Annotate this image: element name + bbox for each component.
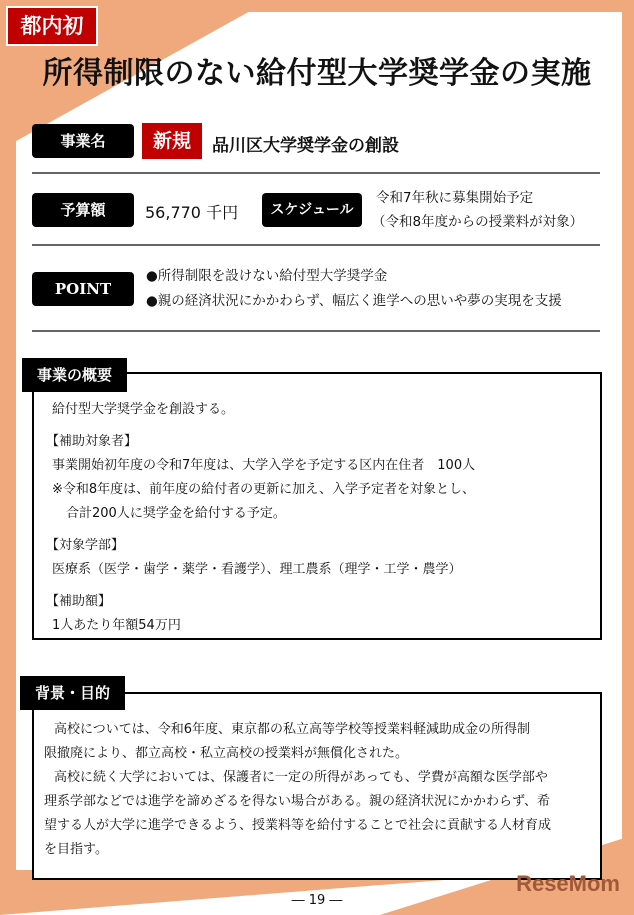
budget-label: 予算額 [32,193,134,227]
resemom-logo: ReseMom [516,871,620,896]
overview-heading: 【補助額】 [46,594,112,609]
overview-heading: 【対象学部】 [46,538,125,553]
project-name: 品川区大学奨学金の創設 [212,136,399,156]
background-box [32,692,602,880]
overview-box [32,372,602,640]
background-line: 高校については、令和6年度、東京都の私立高等学校等授業料軽減助成金の所得制 [54,722,531,737]
background-line: 高校に続く大学においては、保護者に一定の所得があっても、学費が高額な医学部や [54,770,548,785]
overview-line: 1人あたり年額54万円 [52,618,181,633]
schedule-label: スケジュール [262,193,362,227]
background-line: 限撤廃により、都立高校・私立高校の授業料が無償化された。 [44,746,409,761]
overview-line: 医療系（医学・歯学・薬学・看護学）、理工農系（理学・工学・農学） [52,562,462,577]
schedule-line: 令和7年秋に募集開始予定 [376,190,534,206]
divider [32,172,600,174]
point-item: ●親の経済状況にかかわらず、幅広く進学への思いや夢の実現を支援 [146,293,562,309]
project-name-label: 事業名 [32,124,134,158]
overview-line: 合計200人に奨学金を給付する予定。 [66,506,286,521]
overview-label: 事業の概要 [22,358,127,392]
page-title: 所得制限のない給付型大学奨学金の実施 [42,56,592,91]
point-item: ●所得制限を設けない給付型大学奨学金 [146,268,388,284]
page-number: ― 19 ― [291,893,343,908]
overview-line: 事業開始初年度の令和7年度は、大学入学を予定する区内在住者 100人 [52,458,476,473]
first-in-tokyo-badge: 都内初 [6,6,98,46]
background-line: 理系学部などでは進学を諦めざるを得ない場合がある。親の経済状況にかかわらず、希 [44,794,550,809]
background-line: 望する人が大学に進学できるよう、授業料等を給付することで社会に貢献する人材育成 [44,818,552,833]
new-tag: 新規 [142,123,202,159]
point-label: POINT [32,272,134,306]
schedule-line: （令和8年度からの授業料が対象） [372,214,584,230]
overview-line: 給付型大学奨学金を創設する。 [52,402,235,417]
background-line: を目指す。 [44,842,108,857]
budget-value: 56,770 千円 [145,203,239,222]
overview-heading: 【補助対象者】 [46,434,138,449]
background-label: 背景・目的 [20,676,125,710]
overview-line: ※令和8年度は、前年度の給付者の更新に加え、入学予定者を対象とし、 [52,482,475,497]
divider [32,244,600,246]
divider [32,330,600,332]
